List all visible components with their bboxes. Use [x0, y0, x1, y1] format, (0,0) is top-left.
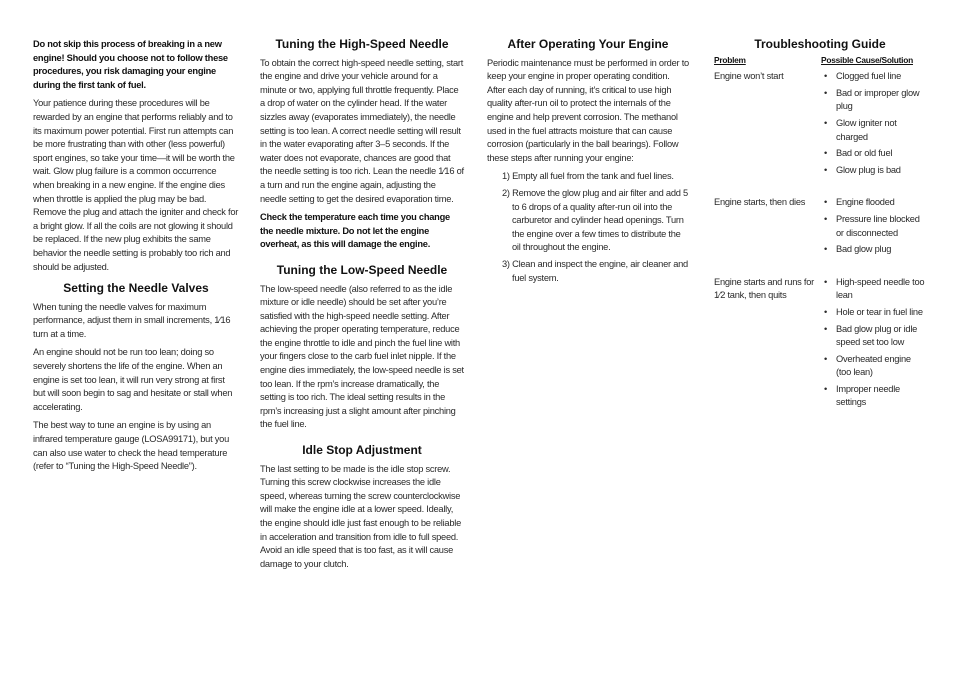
list-item: • Glow plug is bad	[821, 164, 926, 178]
list-item: • Clogged fuel line	[821, 70, 926, 84]
idle-stop-paragraph: The last setting to be made is the idle stop screw. Turning this screw clockwise increases the idle speed, whereas turning the screw counterclockwise will make the engine idle at a lower speed. Ideally, the engine should idle just fast enough to be reliable in acceleration and transition from idle to full speed. Avoid an idle speed that is too fast, as it will cause damage to your clutch.	[260, 463, 462, 569]
needle-valves-paragraph-1: When tuning the needle valves for maximum performance, adjust them in small increments, 1⁄16 turn at a time.	[33, 301, 231, 339]
table-row	[714, 276, 926, 413]
list-item: • Pressure line blocked or disconnected	[824, 213, 920, 238]
bullet-icon: •	[824, 383, 828, 394]
heading-troubleshooting: Troubleshooting Guide	[754, 37, 886, 51]
bullet-icon: •	[824, 164, 828, 175]
heading-setting-needle-valves: Setting the Needle Valves	[63, 281, 209, 296]
bullet-icon: •	[824, 213, 828, 224]
list-item: • Bad glow plug or idle speed set too low	[824, 323, 918, 348]
causes-list	[821, 70, 926, 180]
problem-cell: Engine won’t start	[714, 71, 784, 82]
list-item: 3) Clean and inspect the engine, air cleaner and fuel system.	[502, 258, 688, 283]
break-in-warning: Do not skip this process of breaking in a new engine! Should you choose not to follow these procedures, you risk damaging your engine during the first tank of fuel.	[33, 39, 228, 90]
after-operating-paragraph: Periodic maintenance must be performed in order to keep your engine in proper operating condition. After each day of running, it’s critical to use high quality after-run oil to protect the internals of the engine and help prevent corrosion. The methanol used in the fuel attracts moisture that can cause corrosion (particularly in the ball bearings). Follow these steps after running your engine:	[487, 57, 689, 163]
temperature-warning: Check the temperature each time you change the needle mixture. Do not let the engine overheat, as this will damage the engine.	[260, 212, 450, 250]
column-needle-tuning	[260, 38, 464, 576]
bullet-icon: •	[824, 353, 828, 364]
list-item: • Glow igniter not charged	[824, 117, 897, 142]
solution-column-header: Possible Cause/Solution	[821, 54, 913, 65]
column-break-in	[33, 38, 239, 479]
break-in-intro: Your patience during these procedures will be rewarded by an engine that performs reliably and to its maximum power potential. First run attempts can be more frustrating than with other (less powerful) sport engines, so take your time—it will be worth the wait. Glow plug failure is a common occurrence when breaking in a new engine. If the engine dies when throttle is applied the plug may be bad. Remove the plug and attach the igniter and check for a bright glow. If all the coils are not glowing it should be replaced. If the new plug exhibits the same behavior the needle setting is probably too rich and should be adjusted.	[33, 98, 239, 272]
list-item: • High-speed needle too lean	[824, 276, 925, 301]
list-item: • Overheated engine (too lean)	[824, 353, 911, 378]
list-item: • Engine flooded	[821, 196, 926, 210]
bullet-icon: •	[824, 323, 828, 334]
column-troubleshooting	[714, 38, 926, 413]
needle-valves-paragraph-2: An engine should not be run too lean; doing so severely shortens the life of the engine. When an engine is set too lean, it will run very strong at first but will soon begin to sag and hesitate or stall when accelerating.	[33, 347, 233, 412]
list-item: • Bad or improper glow plug	[824, 87, 920, 112]
bullet-icon: •	[824, 87, 828, 98]
after-operating-steps	[487, 170, 689, 285]
low-speed-paragraph: The low-speed needle (also referred to as the idle mixture or idle needle) should be set after you’re satisfied with the high-speed needle setting. After achieving the proper operating temperature, reduce the engine throttle to idle and pinch the fuel line with your fingers close to the carb fuel inlet nipple. If the engine dies immediately, the low-speed needle is set too lean. If the rpm’s increase dramatically, the setting is too rich. The ideal setting results in the rpm’s increasing just a slight amount after pinching the fuel line.	[260, 283, 464, 430]
column-after-operating	[487, 38, 689, 288]
troubleshooting-header	[714, 54, 926, 68]
bullet-icon: •	[824, 71, 828, 82]
list-item: 1) Empty all fuel from the tank and fuel lines.	[502, 171, 674, 182]
list-item: 2) Remove the glow plug and air filter and add 5 to 6 drops of a quality after-run oil into the carburetor and cylinder head openings. Turn the engine over a few times to distribute the oil throughout the engine.	[502, 187, 688, 253]
bullet-icon: •	[824, 276, 828, 287]
heading-after-operating: After Operating Your Engine	[507, 37, 669, 51]
table-row	[714, 70, 926, 180]
bullet-icon: •	[824, 306, 828, 317]
bullet-icon: •	[824, 244, 828, 255]
heading-high-speed-needle: Tuning the High-Speed Needle	[275, 37, 449, 51]
list-item: • Hole or tear in fuel line	[821, 306, 926, 320]
bullet-icon: •	[824, 148, 828, 159]
problem-cell: Engine starts and runs for 1⁄2 tank, then quits	[714, 276, 814, 301]
problem-column-header: Problem	[714, 54, 746, 65]
problem-cell: Engine starts, then dies	[714, 197, 806, 208]
causes-list	[821, 196, 926, 259]
list-item: • Bad glow plug	[821, 243, 926, 257]
causes-list	[821, 276, 926, 413]
heading-low-speed-needle: Tuning the Low-Speed Needle	[276, 262, 448, 277]
bullet-icon: •	[824, 117, 828, 128]
list-item: • Bad or old fuel	[821, 147, 926, 161]
needle-valves-paragraph-3: The best way to tune an engine is by using an infrared temperature gauge (LOSA99171), but you can also use water to check the head temperature (refer to “Tuning the High-Speed Needle”).	[33, 420, 230, 472]
list-item: • Improper needle settings	[824, 383, 900, 408]
high-speed-paragraph: To obtain the correct high-speed needle setting, start the engine and drive your vehicle around for a minute or two, applying full throttle frequently. Place a drop of water on the cylinder head. If the water sizzles away (evaporates immediately), the needle setting is too lean. A correct needle setting will result in the water evaporating after 3–5 seconds. If the water does not evaporate, chances are good that the needle setting is too rich. Lean the needle 1⁄16 of a turn and run the engine again, adjusting the needle setting to get the desired evaporation time.	[260, 57, 464, 204]
heading-idle-stop: Idle Stop Adjustment	[302, 443, 422, 458]
table-row	[714, 196, 926, 259]
bullet-icon: •	[824, 197, 828, 208]
